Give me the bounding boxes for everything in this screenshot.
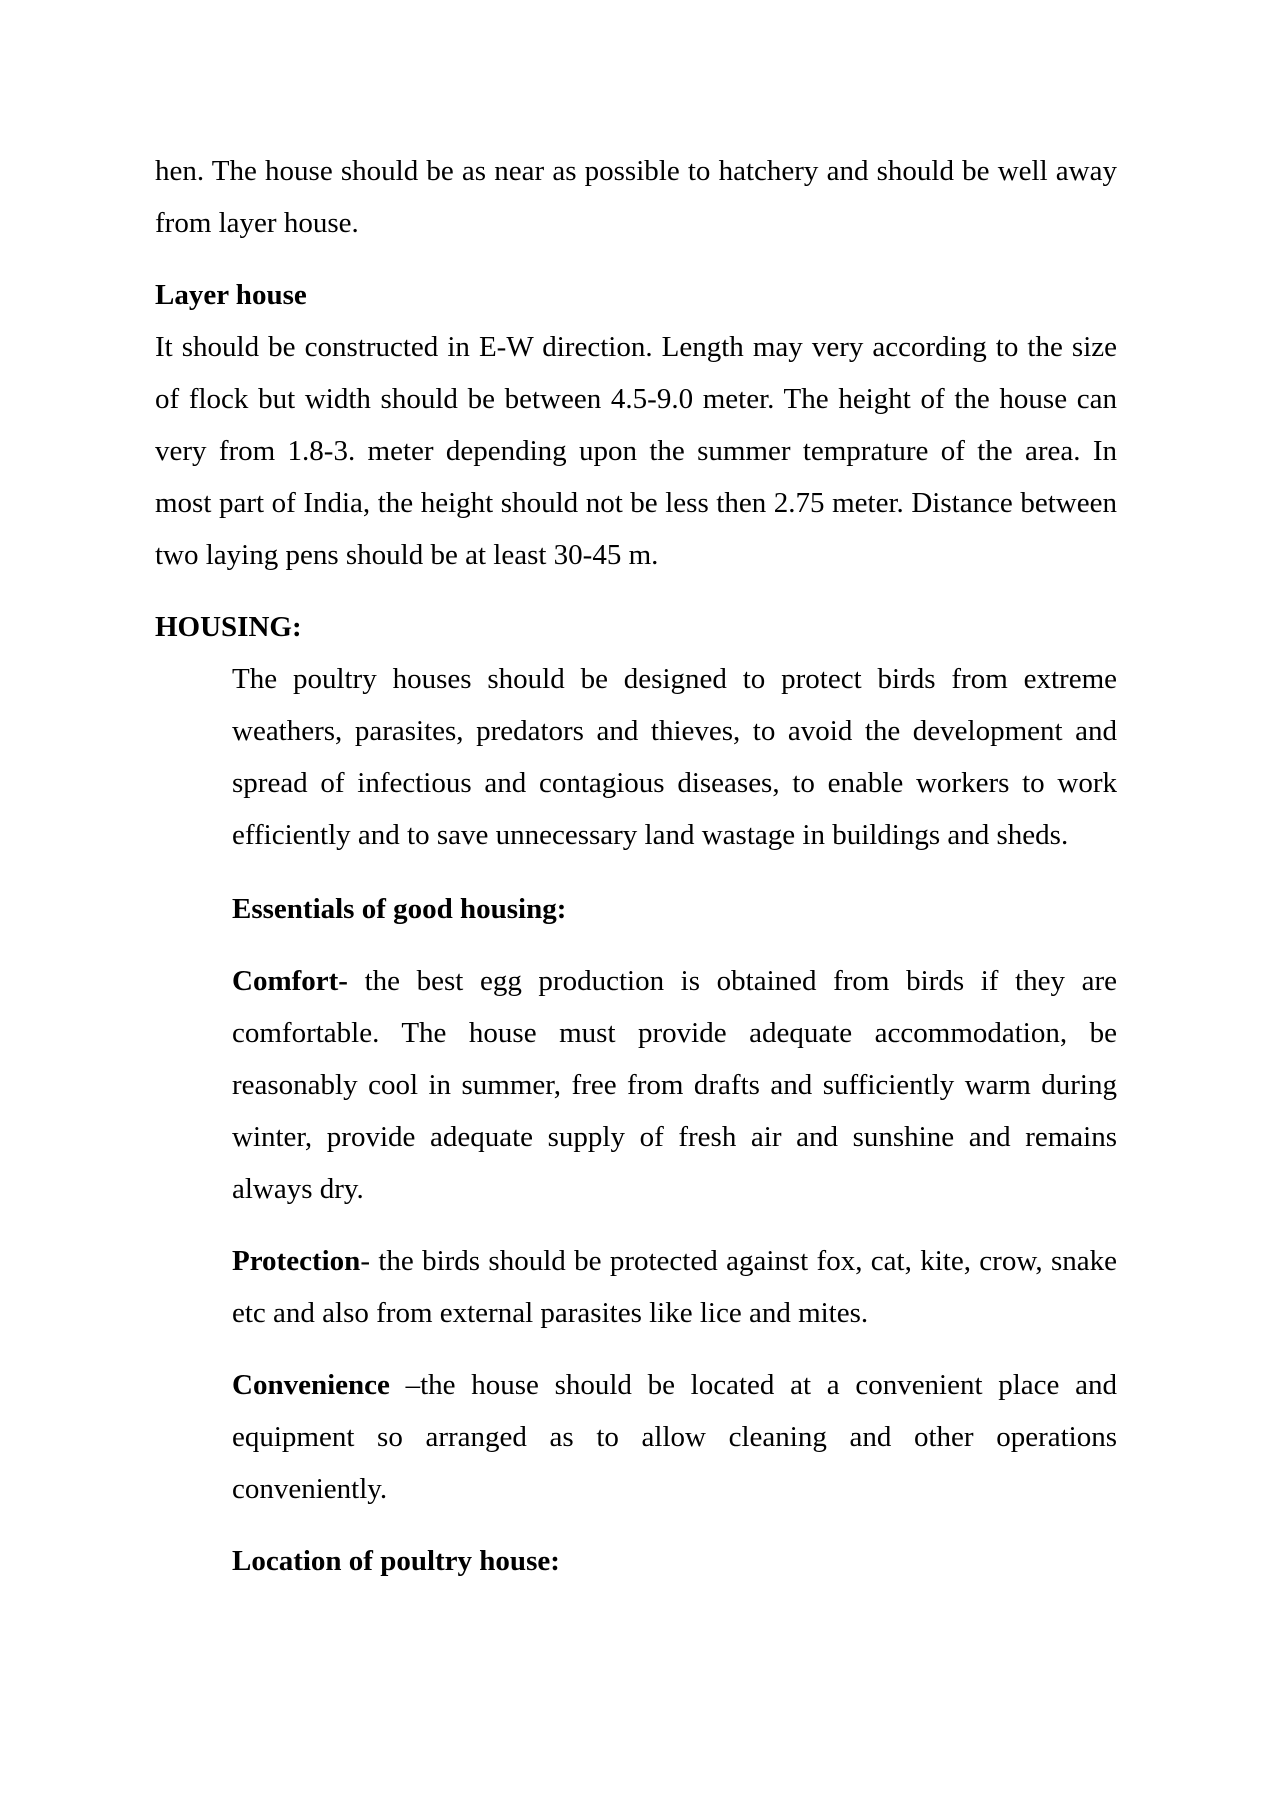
intro-paragraph: hen. The house should be as near as possible to hatchery and should be well away from layer house. [155,155,1117,239]
comfort-paragraph [232,955,1117,1215]
convenience-text: –the house should be located at a convenient place and equipment so arranged as to allow cleaning and other operations conveniently. [232,1369,1117,1505]
housing-heading: HOUSING: [155,611,302,643]
layer-house-heading: Layer house [155,279,307,311]
location-heading: Location of poultry house: [232,1545,560,1577]
convenience-paragraph [232,1359,1117,1515]
essentials-heading: Essentials of good housing: [232,893,567,925]
protection-paragraph [232,1235,1117,1339]
layer-house-paragraph: It should be constructed in E-W direction. Length may very according to the size of flock but width should be between 4.5-9.0 meter. The height of the house can very from 1.8-3. meter depending upon the summer temprature of the area. In most part of India, the height should not be less then 2.75 meter. Distance between two laying pens should be at least 30-45 m. [155,331,1117,571]
convenience-term: Convenience [232,1369,390,1401]
protection-text: - the birds should be protected against fox, cat, kite, crow, snake etc and also from external parasites like lice and mites. [232,1245,1117,1329]
page-content [155,145,1117,1587]
comfort-term: Comfort- [232,965,348,997]
housing-paragraph: The poultry houses should be designed to protect birds from extreme weathers, parasites, predators and thieves, to avoid the development and spread of infectious and contagious diseases, to enable workers to work efficiently and to save unnecessary land wastage in buildings and sheds. [232,663,1117,851]
protection-term: Protection [232,1245,361,1277]
comfort-text: the best egg production is obtained from birds if they are comfortable. The house must provide adequate accommodation, be reasonably cool in summer, free from drafts and sufficiently warm during winter, provide adequate supply of fresh air and sunshine and remains always dry. [232,965,1117,1205]
